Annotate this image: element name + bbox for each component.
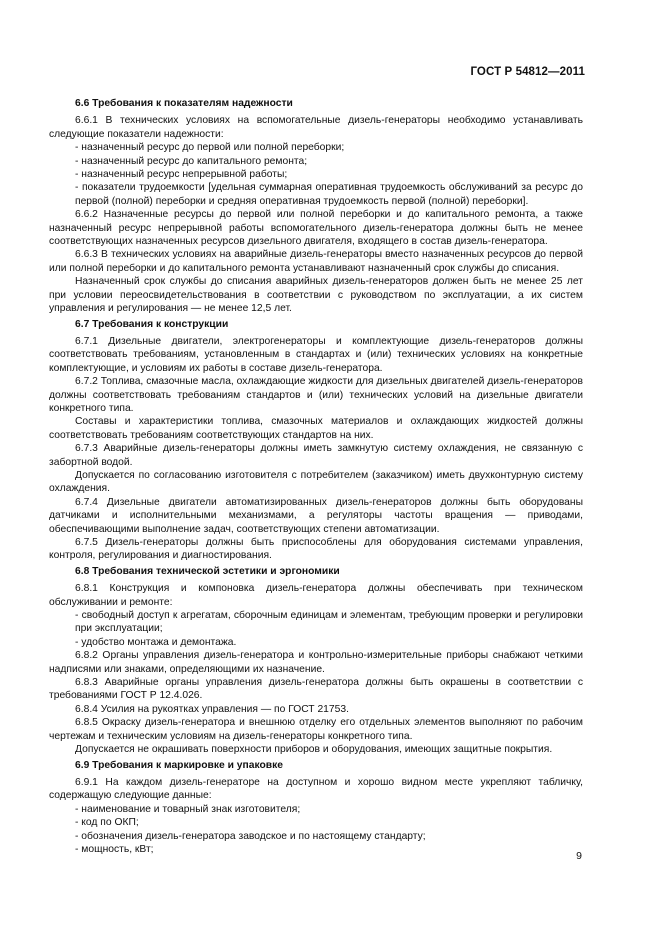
paragraph: Назначенный срок службы до списания аварийных дизель-генераторов должен быть не менее 25 лет при условии переосвидетельствования в соответствии с руководством по эксплуатации, а их систем управления и регулирования — не менее 12,5 лет. xyxy=(49,276,583,315)
paragraph: 6.6.3 В технических условиях на аварийные дизель-генераторы вместо назначенных ресурсов до первой или полной переборки и до капитального ремонта устанавливают назначенный срок службы до списания. xyxy=(49,249,583,274)
paragraph: 6.9.1 На каждом дизель-генераторе на доступном и хорошо видном месте укрепляют табличку, содержащую следующие данные: xyxy=(49,776,583,802)
list-item: - обозначения дизель-генератора заводское и по настоящему стандарту; xyxy=(75,830,426,842)
paragraph: Допускается по согласованию изготовителя с потребителем (заказчиком) иметь двухконтурную систему охлаждения. xyxy=(49,469,583,495)
document-code-header: ГОСТ Р 54812—2011 xyxy=(470,66,585,78)
section-heading: 6.8 Требования технической эстетики и эргономики xyxy=(75,565,340,577)
list-item: - назначенный ресурс непрерывной работы; xyxy=(75,169,288,181)
paragraph: 6.8.2 Органы управления дизель-генератора и контрольно-измерительные приборы снабжают четкими надписями или знаками, определяющими их назначение. xyxy=(49,650,583,675)
paragraph: 6.7.3 Аварийные дизель-генераторы должны иметь замкнутую систему охлаждения, не связанную с забортной водой. xyxy=(49,443,583,468)
list-item: - назначенный ресурс до капитального ремонта; xyxy=(75,155,308,167)
list-item: - наименование и товарный знак изготовителя; xyxy=(75,803,301,815)
paragraph: 6.7.2 Топлива, смазочные масла, охлаждающие жидкости для дизельных двигателей дизель-генераторов должны соответствовать требованиям стандартов и (или) технических условий на дизельные двигатели конкретного типа. xyxy=(49,376,583,414)
page-number: 9 xyxy=(576,850,582,862)
list-item: - показатели трудоемкости [удельная суммарная оперативная трудоемкость обслуживаний за ресурс до первой (полной) переборки и средняя оперативная трудоемкость первой (полной) переборки]. xyxy=(75,182,583,207)
list-item: - назначенный ресурс до первой или полной переборки; xyxy=(75,142,345,154)
paragraph: 6.7.4 Дизельные двигатели автоматизированных дизель-генераторов должны быть оборудованы датчиками и исполнительными механизмами, а регуляторы частоты вращения — приводами, обеспечивающими выполнение задач, соответствующих степени автоматизации. xyxy=(49,496,583,535)
paragraph: Составы и характеристики топлива, смазочных материалов и охлаждающих жидкостей должны соответствовать требованиям соответствующих стандартов на них. xyxy=(49,416,583,441)
paragraph: 6.8.4 Усилия на рукоятках управления — по ГОСТ 21753. xyxy=(75,703,349,715)
paragraph: 6.7.1 Дизельные двигатели, электрогенераторы и комплектующие дизель-генераторов должны соответствовать требованиям, установленным в стандартах и (или) технических условиях на конкретные комплектующие, и условиям их работы в составе дизель-генератора. xyxy=(49,335,583,374)
list-item: - удобство монтажа и демонтажа. xyxy=(75,636,237,648)
paragraph: 6.8.1 Конструкция и компоновка дизель-генератора должны обеспечивать при техническом обслуживании и ремонте: xyxy=(49,583,583,608)
list-item: - мощность, кВт; xyxy=(75,843,154,855)
section-heading: 6.9 Требования к маркировке и упаковке xyxy=(75,759,283,771)
list-item: - свободный доступ к агрегатам, сборочным единицам и элементам, требующим проверки и регулировки при эксплуатации; xyxy=(75,610,583,635)
paragraph: Допускается не окрашивать поверхности приборов и оборудования, имеющих защитные покрытия. xyxy=(75,744,553,756)
list-item: - код по ОКП; xyxy=(75,817,139,829)
paragraph: 6.7.5 Дизель-генераторы должны быть приспособлены для оборудования системами управления, контроля, регулирования и диагностирования. xyxy=(49,537,583,562)
paragraph: 6.6.2 Назначенные ресурсы до первой или полной переборки и до капитального ремонта, а также назначенный ресурс непрерывной работы вспомогательного дизель-генератора должны быть не менее соответствующих назначенных ресурсов дизельного двигателя, входящего в состав дизель-генератора. xyxy=(49,209,583,248)
document-body xyxy=(49,95,583,856)
paragraph: 6.6.1 В технических условиях на вспомогательные дизель-генераторы необходимо устанавливать следующие показатели надежности: xyxy=(49,115,583,140)
section-heading: 6.7 Требования к конструкции xyxy=(75,318,229,330)
paragraph: 6.8.5 Окраску дизель-генератора и внешнюю отделку его отдельных элементов выполняют по рабочим чертежам и техническим условиям на дизель-генераторы конкретного типа. xyxy=(49,717,583,742)
section-heading: 6.6 Требования к показателям надежности xyxy=(75,98,293,109)
paragraph: 6.8.3 Аварийные органы управления дизель-генератора должны быть окрашены в соответствии с требованиями ГОСТ Р 12.4.026. xyxy=(49,677,583,702)
